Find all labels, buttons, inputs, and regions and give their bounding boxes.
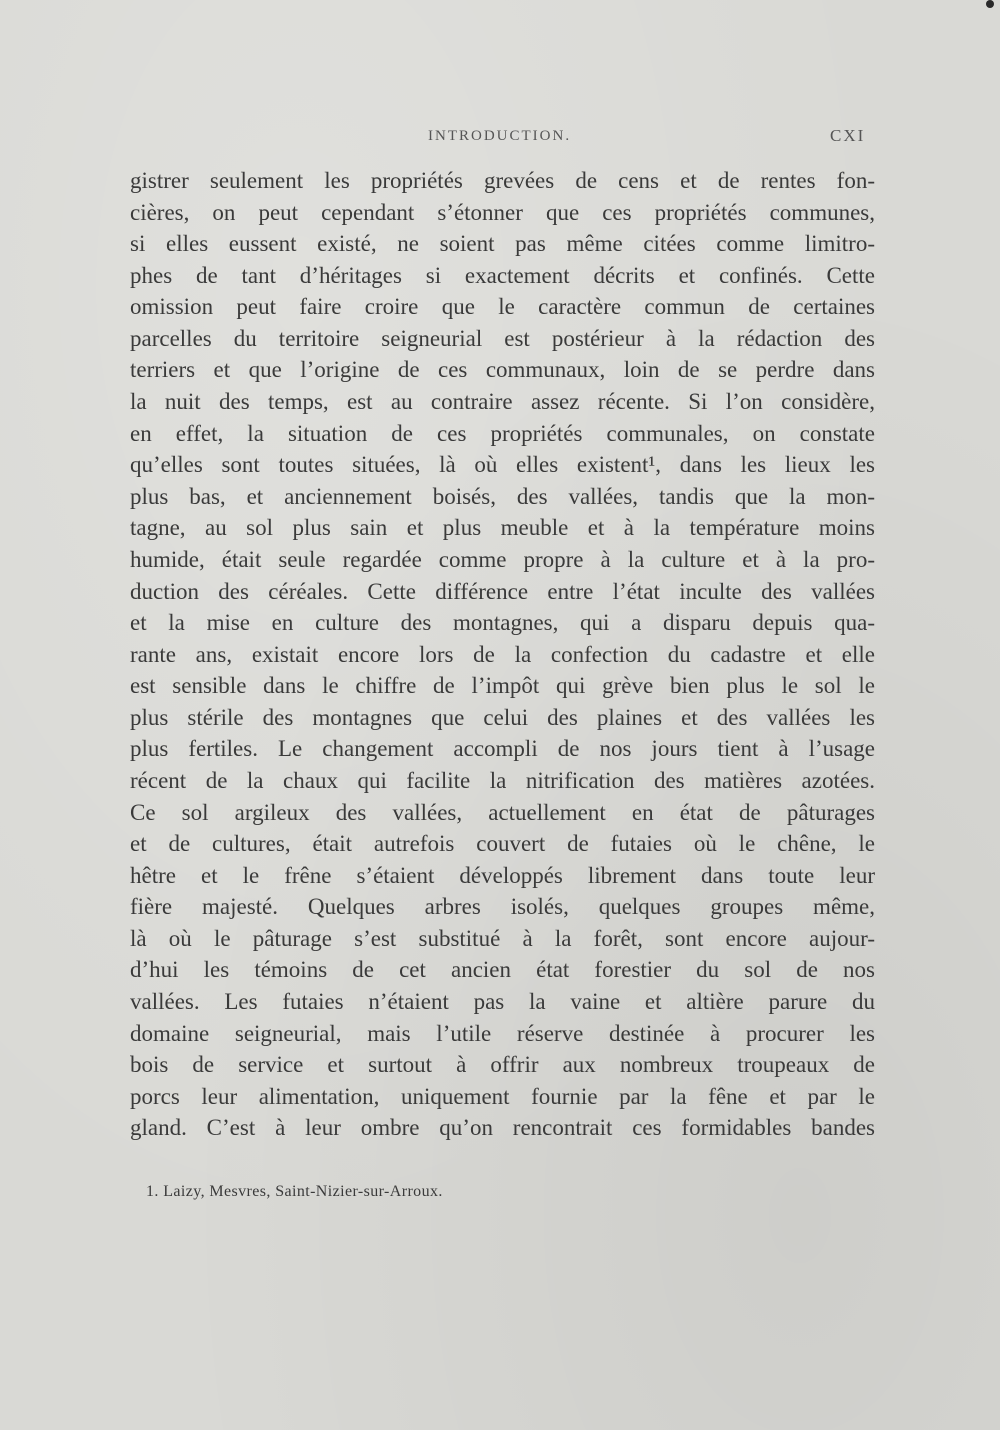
page-number: CXI [830,126,866,145]
text-line: si elles eussent existé, ne soient pas même citées comme limitro- [130,231,875,257]
text-line: rante ans, existait encore lors de la confection du cadastre et elle [130,641,875,667]
text-line: duction des céréales. Cette différence entre l’état inculte des vallées [130,578,875,604]
text-line: porcs leur alimentation, uniquement fournie par la fêne et par le [130,1083,875,1109]
text-line: humide, était seule regardée comme propre à la culture et à la pro- [130,546,875,572]
text-line: phes de tant d’héritages si exactement décrits et confinés. Cette [130,262,875,288]
footnote: 1. Laizy, Mesvres, Saint-Nizier-sur-Arroux. [146,1183,443,1200]
text-line: hêtre et le frêne s’étaient développés librement dans toute leur [130,862,875,888]
ink-speck [986,0,994,8]
text-line: parcelles du territoire seigneurial est postérieur à la rédaction des [130,325,875,351]
text-line: la nuit des temps, est au contraire assez récente. Si l’on considère, [130,389,875,415]
text-line: d’hui les témoins de cet ancien état forestier du sol de nos [130,957,875,983]
text-line: qu’elles sont toutes situées, là où elles existent¹, dans les lieux les [130,452,875,478]
text-line: en effet, la situation de ces propriétés communales, on constate [130,420,875,446]
text-line: omission peut faire croire que le caractère commun de certaines [130,294,875,320]
running-title: INTRODUCTION. [428,128,572,144]
text-line: gland. C’est à leur ombre qu’on rencontrait ces formidables bandes [130,1115,875,1141]
text-line: cières, on peut cependant s’étonner que ces propriétés communes, [130,199,875,225]
text-line: domaine seigneurial, mais l’utile réserve destinée à procurer les [130,1020,875,1046]
text-line: gistrer seulement les propriétés grevées de cens et de rentes fon- [130,168,875,193]
text-line: est sensible dans le chiffre de l’impôt qui grève bien plus le sol le [130,673,875,699]
text-line: vallées. Les futaies n’étaient pas la vaine et altière parure du [130,989,875,1015]
body-text [130,165,875,1144]
text-line: fière majesté. Quelques arbres isolés, quelques groupes même, [130,894,875,920]
text-line: terriers et que l’origine de ces communaux, loin de se perdre dans [130,357,875,383]
text-line: et de cultures, était autrefois couvert de futaies où le chêne, le [130,831,875,857]
text-line: plus fertiles. Le changement accompli de nos jours tient à l’usage [130,736,875,762]
text-line: et la mise en culture des montagnes, qui a disparu depuis qua- [130,610,875,636]
text-line: Ce sol argileux des vallées, actuellement en état de pâturages [130,799,875,825]
text-line: récent de la chaux qui facilite la nitrification des matières azotées. [130,767,875,793]
text-line: là où le pâturage s’est substitué à la forêt, sont encore aujour- [130,925,875,951]
text-line: plus stérile des montagnes que celui des plaines et des vallées les [130,704,875,730]
text-line: bois de service et surtout à offrir aux nombreux troupeaux de [130,1052,875,1078]
text-line: plus bas, et anciennement boisés, des vallées, tandis que la mon- [130,483,875,509]
text-line: tagne, au sol plus sain et plus meuble et à la température moins [130,515,875,541]
